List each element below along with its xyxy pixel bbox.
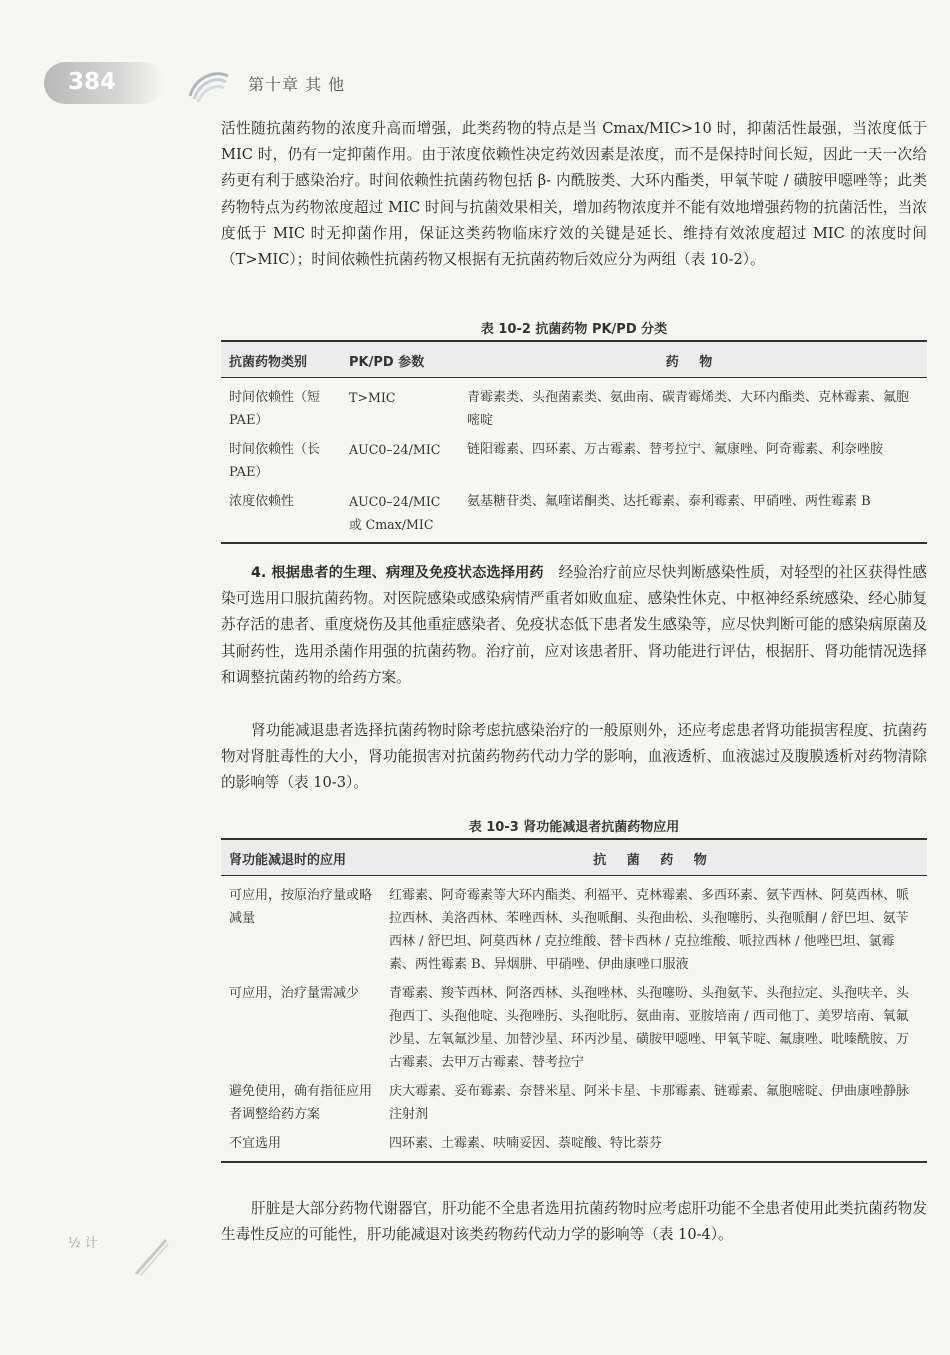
table-row: [221, 435, 927, 487]
chapter-swirl-icon: [186, 66, 232, 104]
paragraph-2-body: 经验治疗前应尽快判断感染性质，对轻型的社区获得性感染可选用口服抗菌药物。对医院感染或感染病情严重者如败血症、感染性休克、中枢神经系统感染、经心肺复苏存活的患者、重度烧伤及其他重症感染者、免疫状态低下患者发生感染等，应尽快判断可能的感染病原菌及其耐药性，选用杀菌作用强的抗菌药物。治疗前，应对该患者肝、肾功能进行评估，根据肝、肾功能情况选择和调整抗菌药物的给药方案。: [221, 564, 927, 686]
paragraph-4: 肝脏是大部分药物代谢器官，肝功能不全患者选用抗菌药物时应考虑肝功能不全患者使用此类抗菌药物发生毒性反应的可能性，肝功能减退对该类药物药代动力学的影响等（表 10-4）。: [221, 1200, 927, 1244]
param-cell: AUC0–24/MIC: [349, 442, 441, 457]
table-row: [221, 378, 927, 436]
table-row: [221, 876, 927, 980]
section-heading: 4. 根据患者的生理、病理及免疫状态选择用药: [251, 565, 544, 581]
page-number: 384: [68, 69, 117, 95]
category-cell: 时间依赖性（短 PAE）: [229, 390, 321, 428]
paragraph-1: 活性随抗菌药物的浓度升高而增强，此类药物的特点是当 Cmax/MIC>10 时，抑菌活性最强，当浓度低于 MIC 时，仍有一定抑菌作用。由于浓度依赖性决定药效因素是浓度，而不是保持时间长短，因此一天一次给药更有利于感染治疗。时间依赖性抗菌药物包括 β- 内酰胺类、大环内酯类，甲氧苄啶 / 磺胺甲噁唑等；此类药物特点为药物浓度超过 MIC 时间与抗菌效果相关，增加药物浓度并不能有效地增强药物的抗菌活性，当浓度低于 MIC 时无抑菌作用，保证这类药物临床疗效的关键是延长、维持有效浓度超过 MIC 的浓度时间（T>MIC）；时间依赖性抗菌药物又根据有无抗菌药物后效应分为两组（表 10-2）。: [221, 120, 927, 269]
drugs-cell: 青霉素、羧苄西林、阿洛西林、头孢唑林、头孢噻吩、头孢氨苄、头孢拉定、头孢呋辛、头孢西丁、头孢他啶、头孢唑肟、头孢吡肟、氨曲南、亚胺培南 / 西司他丁、美罗培南、氧氟沙星、左氧氟沙星、加替沙星、环丙沙星、磺胺甲噁唑、甲氧苄啶、氟康唑、吡嗪酰胺、万古霉素、去甲万古霉素、替考拉宁: [389, 986, 910, 1070]
drugs-cell: 红霉素、阿奇霉素等大环内酯类、利福平、克林霉素、多西环素、氨苄西林、阿莫西林、哌拉西林、美洛西林、苯唑西林、头孢哌酮、头孢曲松、头孢噻肟、头孢哌酮 / 舒巴坦、氨苄西林 / 舒巴坦、阿莫西林 / 克拉维酸、替卡西林 / 克拉维酸、哌拉西林 / 他唑巴坦、氯霉素、两性霉素 B、异烟肼、甲硝唑、伊曲康唑口服液: [389, 888, 910, 972]
table-row: [221, 487, 927, 543]
usage-cell: 可应用，按原治疗量或略减量: [229, 888, 373, 926]
table-10-3: [221, 838, 927, 1163]
usage-cell: 避免使用，确有指征应用者调整给药方案: [229, 1084, 373, 1122]
drugs-cell: 庆大霉素、妥布霉素、奈替米星、阿米卡星、卡那霉素、链霉素、氟胞嘧啶、伊曲康唑静脉注射剂: [389, 1084, 910, 1122]
usage-cell: 不宜选用: [221, 1129, 381, 1162]
table-10-2-caption: 表 10-2 抗菌药物 PK/PD 分类: [480, 322, 668, 337]
table-row: [221, 1129, 927, 1162]
usage-cell: 可应用，治疗量需减少: [229, 986, 360, 1001]
paragraph-3: 肾功能减退患者选择抗菌药物时除考虑抗感染治疗的一般原则外，还应考虑患者肾功能损害程度、抗菌药物对肾脏毒性的大小，肾功能损害对抗菌药物药代动力学的影响，血液透析、血液滤过及腹膜透析对药物清除的影响等（表 10-3）。: [221, 722, 927, 792]
margin-pencil-note: ½ 计: [68, 1236, 98, 1251]
category-cell: 浓度依赖性: [221, 487, 341, 543]
drugs-cell: 四环素、土霉素、呋喃妥因、萘啶酸、特比萘芬: [381, 1129, 927, 1162]
table-header-row: [221, 341, 927, 378]
table-header-cell: 肾功能减退时的应用: [221, 839, 381, 876]
paragraph-2: [221, 560, 927, 691]
param-cell: AUC0–24/MIC 或 Cmax/MIC: [341, 487, 459, 543]
table-header-cell: PK/PD 参数: [341, 341, 459, 378]
drugs-cell: 氨基糖苷类、氟喹诺酮类、达托霉素、泰利霉素、甲硝唑、两性霉素 B: [459, 487, 927, 543]
table-row: [221, 979, 927, 1077]
drugs-cell: 青霉素类、头孢菌素类、氨曲南、碳青霉烯类、大环内酯类、克林霉素、氟胞嘧啶: [467, 390, 910, 428]
table-row: [221, 1077, 927, 1129]
table-10-3-caption: 表 10-3 肾功能减退者抗菌药物应用: [468, 820, 680, 835]
table-header-row: [221, 839, 927, 876]
page-number-badge: [44, 62, 164, 104]
table-header-cell: 抗菌药物类别: [221, 341, 341, 378]
category-cell: 时间依赖性（长 PAE）: [229, 442, 321, 480]
table-10-2: [221, 340, 927, 544]
table-header-cell: 药 物: [459, 341, 927, 378]
chapter-title: 第十章 其 他: [248, 75, 346, 94]
page-header: [44, 62, 464, 108]
table-header-cell: 抗 菌 药 物: [381, 839, 927, 876]
pencil-mark-icon: [132, 1232, 172, 1278]
drugs-cell: 链阳霉素、四环素、万古霉素、替考拉宁、氟康唑、阿奇霉素、利奈唑胺: [467, 442, 884, 457]
param-cell: T>MIC: [349, 390, 396, 405]
